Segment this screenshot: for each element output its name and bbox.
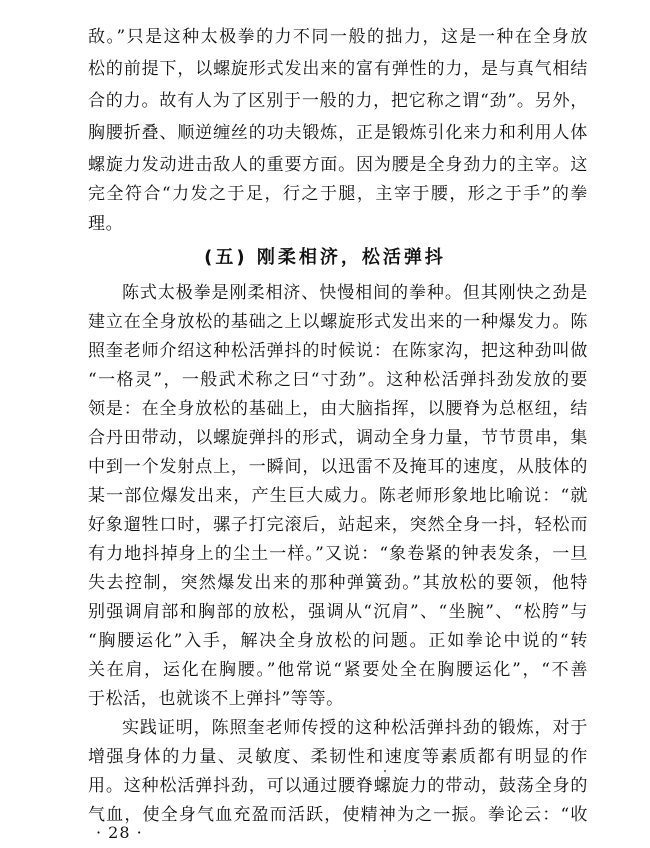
text-line: 用。这种松活弹抖劲，可以通过腰脊螺旋力的带动，鼓荡全身的 [88, 776, 588, 796]
text-line: “胸腰运化”入手，解决全身放松的问题。正如拳论中说的“转 [88, 631, 588, 651]
text-line: 有力地抖掉身上的尘土一样。”又说：“象卷紧的钟表发条，一旦 [88, 544, 588, 564]
text-line: 增强身体的力量、灵敏度、柔韧性和速度等素质都有明显的作 [88, 747, 588, 767]
text-line: 胸腰折叠、顺逆缠丝的功夫锻炼，正是锻炼引化来力和利用人体 [88, 123, 588, 143]
text-line: 领是：在全身放松的基础上，由大脑指挥，以腰脊为总枢纽，结 [88, 399, 588, 419]
text-line: 关在肩，运化在胸腰。”他常说“紧要处全在胸腰运化”，“不善 [88, 660, 588, 680]
text-line: 理。 [88, 214, 124, 234]
text-line: 实践证明，陈照奎老师传授的这种松活弹抖劲的锻炼，对于 [122, 718, 588, 738]
text-line: 敌。”只是这种太极拳的力不同一般的拙力，这是一种在全身放 [88, 27, 588, 47]
text-line: 合的力。故有人为了区别于一般的力，把它称之谓“劲”。另外， [88, 91, 588, 111]
text-line: 照奎老师介绍这种松活弹抖的时候说：在陈家沟，把这种劲叫做 [88, 341, 588, 361]
scan-speck [384, 770, 386, 772]
text-line: 别强调肩部和胸部的放松，强调从“沉肩”、“坐腕”、“松胯”与 [88, 602, 588, 622]
text-line: 建立在全身放松的基础之上以螺旋形式发出来的一种爆发力。陈 [88, 312, 588, 332]
text-line: 松的前提下，以螺旋形式发出来的富有弹性的力，是与真气相结 [88, 59, 588, 79]
text-line: “一格灵”，一般武术称之曰“寸劲”。这种松活弹抖劲发放的要 [88, 370, 588, 390]
page-number: · 28 · [96, 823, 143, 842]
text-line: 好象遛牲口时，骡子打完滚后，站起来，突然全身一抖，轻松而 [88, 515, 588, 535]
section-heading: (五) 刚柔相济，松活弹抖 [204, 247, 446, 268]
text-line: 失去控制，突然爆发出来的那种弹簧劲。”其放松的要领，他特 [88, 573, 588, 593]
text-line: 于松活，也就谈不上弹抖”等等。 [88, 689, 344, 709]
text-line: 某一部位爆发出来，产生巨大威力。陈老师形象地比喻说：“就 [88, 486, 588, 506]
text-line: 中到一个发射点上，一瞬间，以迅雷不及掩耳的速度，从肢体的 [88, 457, 588, 477]
text-line: 陈式太极拳是刚柔相济、快慢相间的拳种。但其刚快之劲是 [122, 283, 588, 303]
text-line: 合丹田带动，以螺旋弹抖的形式，调动全身力量，节节贯串，集 [88, 428, 588, 448]
text-line: 完全符合“力发之于足，行之于腿，主宰于腰，形之于手”的拳 [88, 184, 588, 204]
text-line: 螺旋力发动进击敌人的重要方面。因为腰是全身劲力的主宰。这 [88, 155, 588, 175]
text-line: 气血，使全身气血充盈而活跃，使精神为之一振。拳论云：“收 [88, 805, 588, 825]
